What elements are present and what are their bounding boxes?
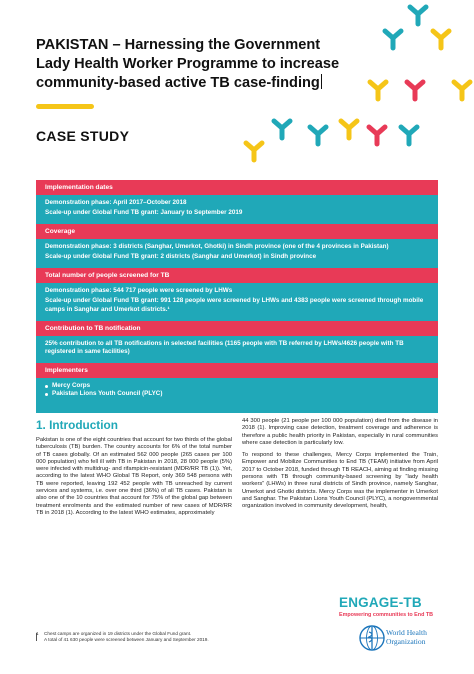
intro-paragraph: 44 300 people (21 people per 100 000 population) died from the disease in 2018 (1). Improving case detection, treatment coverage and adherence is therefore a public health priority in Pakistan, especially in rural communities where case detection is particularly low. [242, 418, 438, 446]
intro-heading: 1. Introduction [36, 418, 118, 432]
y-shape-pink-1 [407, 82, 423, 99]
intro-column-left [36, 437, 232, 522]
contribution-line: 25% contribution to all TB notifications in selected facilities (1165 people with TB referred by LHWs/4626 people with TB registered in same facilities) [45, 339, 404, 355]
y-shape-teal-5 [401, 127, 417, 144]
implementation-heading: Implementation dates [36, 180, 438, 195]
footnote [36, 637, 296, 643]
case-study-label: CASE STUDY [36, 128, 130, 144]
contribution-heading: Contribution to TB notification [36, 321, 438, 336]
footnote-text: Chest camps are organized in 19 districts under the Global Fund grant. [44, 631, 192, 636]
coverage-heading: Coverage [36, 224, 438, 239]
y-shape-yellow-3 [370, 82, 386, 99]
footnote-number: 1 [36, 631, 39, 636]
text-cursor [321, 74, 322, 89]
intro-paragraph: Pakistan is one of the eight countries that account for two thirds of the global tuberculosis (TB) burden. The country accounts for 6% of the total number of TB cases globally. Of an estimated 562 000 people (265 cases per 100 000 population) who fell ill with TB in Pakistan in 2018, 28 000 people (5%) were infected with multidrug- and rifampicin-resistant (MDR/RR TB (1)). Yet, according to the latest WHO Global TB Report, only 369 548 persons with TB were reported, leaving 192 452 people with TB unreached by current services and systems, i.e. over one third (36%) of all TB cases. Pakistan is also one of the 10 countries that account for 75% of the global gap between treatment enrolments and the estimated number of new cases of MDR/RR TB in 2018 (1). According to the latest WHO estimates, approximately [36, 437, 232, 516]
y-shape-yellow-4 [341, 121, 357, 138]
screened-line: Demonstration phase: 544 717 people were screened by LHWs [45, 287, 233, 295]
title-underline-bar [36, 104, 94, 109]
bullet-icon [45, 393, 48, 396]
y-shape-teal-2 [410, 7, 426, 24]
y-shape-teal-3 [274, 121, 290, 138]
implementer-item [45, 390, 429, 398]
y-shape-yellow-1 [433, 31, 449, 48]
engage-tb-logo-text: ENGAGE-TB [339, 595, 422, 610]
screened-heading: Total number of people screened for TB [36, 268, 438, 283]
title-line-3-text: community-based active TB case-finding [36, 75, 320, 91]
implementers-section [36, 363, 438, 403]
implementer-name: Pakistan Lions Youth Council (PLYC) [52, 389, 163, 397]
footnote-text: A total of 41 630 people were screened between January and September 2019. [44, 637, 209, 643]
implementers-heading: Implementers [36, 363, 438, 378]
y-shape-yellow-2 [454, 82, 470, 99]
implementer-item [45, 382, 429, 390]
bullet-icon [45, 385, 48, 388]
contribution-section [36, 321, 438, 363]
y-shape-teal-4 [310, 127, 326, 144]
implementation-section [36, 180, 438, 224]
implementation-line: Scale-up under Global Fund TB grant: January to September 2019 [45, 209, 243, 217]
implementation-line: Demonstration phase: April 2017–October 2018 [45, 199, 187, 206]
screened-line: Scale-up under Global Fund TB grant: 991 128 people were screened by LHWs and 4383 people were screened through mobile camps in Sanghar and Umerkot districts.¹ [45, 297, 424, 313]
who-name-line-2: Organization [386, 636, 426, 646]
screened-section [36, 268, 438, 320]
y-shape-yellow-5 [246, 143, 262, 160]
intro-column-right [242, 418, 438, 516]
who-name [386, 629, 427, 646]
intro-paragraph: To respond to these challenges, Mercy Corps implemented the Train, Empower and Mobilize Communities to End TB (TEAM) initiative from April 2017 to October 2018, funded through TB REACH, aiming at finding missing persons with TB through community-based screening by “lady health workers” (LHWs) in three rural districts of Sindh province, namely Sanghar, Umerkot and Ghotki districts. Mercy Corps was the implementer in Umerkot and Sanghar. The Pakistan Lions Youth Council (PLYC), a nongovernmental organization involved in community development, health, [242, 452, 438, 510]
title-line-1: PAKISTAN – Harnessing the Government [36, 37, 321, 53]
coverage-line: Scale-up under Global Fund TB grant: 2 districts (Sanghar and Umerkot) in Sindh province [45, 253, 317, 261]
coverage-section [36, 224, 438, 268]
who-name-line-1: World Health [386, 628, 427, 637]
title-line-2: Lady Health Worker Programme to increase [36, 56, 340, 72]
y-shape-teal-1 [385, 31, 401, 48]
title-line-3 [36, 74, 356, 93]
footnotes [36, 631, 296, 643]
y-shape-pink-2 [369, 127, 385, 144]
implementer-name: Mercy Corps [52, 381, 91, 389]
coverage-line: Demonstration phase: 3 districts (Sanghar, Umerkot, Ghotki) in Sindh province (one of the 4 provinces in Pakistan) [45, 243, 389, 251]
engage-tb-tagline: Empowering communities to End TB [339, 612, 434, 618]
page-title [36, 36, 356, 93]
summary-box [36, 180, 438, 413]
who-emblem-icon [358, 624, 386, 652]
